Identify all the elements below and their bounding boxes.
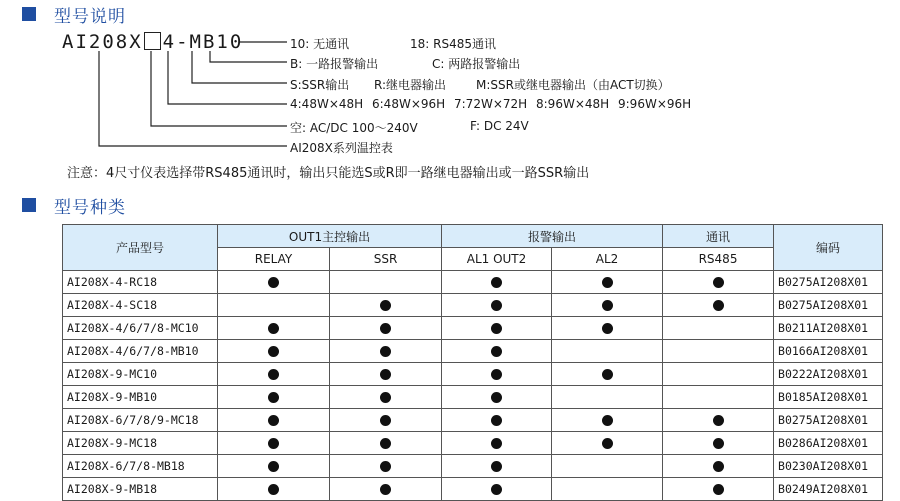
bullet-dot-icon xyxy=(491,300,502,311)
header-al1-out2: AL1 OUT2 xyxy=(442,248,552,271)
cell-mark xyxy=(663,386,774,409)
bullet-dot-icon xyxy=(380,392,391,403)
section-heading-model-types xyxy=(22,194,126,216)
cell-model: AI208X-4/6/7/8-MB10 xyxy=(63,340,218,363)
cell-code: B0286AI208X01 xyxy=(774,432,883,455)
bullet-dot-icon xyxy=(268,392,279,403)
cell-code: B0249AI208X01 xyxy=(774,478,883,501)
cell-model: AI208X-9-MB10 xyxy=(63,386,218,409)
option-size-0: 4:48W×48H xyxy=(290,97,364,111)
cell-mark xyxy=(218,432,330,455)
cell-mark xyxy=(218,317,330,340)
cell-mark xyxy=(552,478,663,501)
cell-mark xyxy=(442,317,552,340)
bullet-dot-icon xyxy=(713,461,724,472)
bullet-dot-icon xyxy=(268,415,279,426)
cell-mark xyxy=(442,455,552,478)
cell-mark xyxy=(330,294,442,317)
cell-mark xyxy=(442,363,552,386)
note-text: 注意：4尺寸仪表选择带RS485通讯时，输出只能选S或R即一路继电器输出或一路SSR输出 xyxy=(67,166,590,181)
cell-mark xyxy=(442,432,552,455)
bullet-dot-icon xyxy=(268,438,279,449)
bullet-dot-icon xyxy=(491,346,502,357)
bullet-dot-icon xyxy=(268,277,279,288)
cell-mark xyxy=(663,363,774,386)
model-code-prefix: AI208X xyxy=(62,31,143,53)
cell-mark xyxy=(218,340,330,363)
cell-model: AI208X-4-RC18 xyxy=(63,271,218,294)
cell-mark xyxy=(218,455,330,478)
bullet-dot-icon xyxy=(491,323,502,334)
cell-mark xyxy=(330,386,442,409)
bullet-dot-icon xyxy=(491,484,502,495)
section-title: 型号种类 xyxy=(54,197,126,218)
cell-mark xyxy=(442,340,552,363)
bullet-dot-icon xyxy=(713,415,724,426)
bullet-dot-icon xyxy=(380,323,391,334)
table-row xyxy=(63,317,883,340)
table-row xyxy=(63,294,883,317)
cell-mark xyxy=(552,409,663,432)
bullet-dot-icon xyxy=(602,415,613,426)
option-size-2: 7:72W×72H xyxy=(454,97,528,111)
table-row xyxy=(63,340,883,363)
cell-mark xyxy=(218,386,330,409)
bullet-dot-icon xyxy=(602,323,613,334)
model-type-table xyxy=(62,224,883,501)
section-title: 型号说明 xyxy=(54,6,126,27)
cell-mark xyxy=(552,340,663,363)
cell-mark xyxy=(330,271,442,294)
model-code-suffix: 4-MB10 xyxy=(162,31,244,53)
cell-mark xyxy=(552,363,663,386)
option-size-4: 9:96W×96H xyxy=(618,97,692,111)
bullet-dot-icon xyxy=(491,438,502,449)
option-comm-1: 18: RS485通讯 xyxy=(410,37,496,51)
option-series: AI208X系列温控表 xyxy=(290,141,393,155)
bullet-dot-icon xyxy=(491,277,502,288)
cell-code: B0185AI208X01 xyxy=(774,386,883,409)
leader-line-alarm xyxy=(210,51,287,62)
header-product-model: 产品型号 xyxy=(63,225,218,271)
cell-mark xyxy=(218,478,330,501)
cell-code: B0230AI208X01 xyxy=(774,455,883,478)
cell-mark xyxy=(330,432,442,455)
bullet-dot-icon xyxy=(713,277,724,288)
cell-model: AI208X-9-MC18 xyxy=(63,432,218,455)
bullet-dot-icon xyxy=(268,346,279,357)
header-code: 编码 xyxy=(774,225,883,271)
square-bullet-icon xyxy=(22,198,36,212)
cell-mark xyxy=(663,478,774,501)
header-al2: AL2 xyxy=(552,248,663,271)
bullet-dot-icon xyxy=(602,300,613,311)
cell-mark xyxy=(552,294,663,317)
cell-mark xyxy=(663,271,774,294)
bullet-dot-icon xyxy=(380,438,391,449)
bullet-dot-icon xyxy=(380,461,391,472)
table-row xyxy=(63,432,883,455)
cell-mark xyxy=(330,409,442,432)
option-comm-0: 10: 无通讯 xyxy=(290,37,350,51)
header-group-alarm: 报警输出 xyxy=(442,225,663,248)
cell-mark xyxy=(218,409,330,432)
leader-line-size xyxy=(168,51,287,104)
header-relay: RELAY xyxy=(218,248,330,271)
bullet-dot-icon xyxy=(713,438,724,449)
bullet-dot-icon xyxy=(491,415,502,426)
cell-model: AI208X-9-MC10 xyxy=(63,363,218,386)
bullet-dot-icon xyxy=(713,300,724,311)
cell-mark xyxy=(552,271,663,294)
cell-mark xyxy=(552,386,663,409)
cell-mark xyxy=(218,294,330,317)
bullet-dot-icon xyxy=(713,484,724,495)
bullet-dot-icon xyxy=(380,300,391,311)
cell-mark xyxy=(663,317,774,340)
cell-code: B0275AI208X01 xyxy=(774,271,883,294)
option-size-1: 6:48W×96H xyxy=(372,97,446,111)
option-control-1: R:继电器输出 xyxy=(374,78,447,92)
header-ssr: SSR xyxy=(330,248,442,271)
header-group-out1: OUT1主控输出 xyxy=(218,225,442,248)
cell-model: AI208X-4/6/7/8-MC10 xyxy=(63,317,218,340)
option-size-3: 8:96W×48H xyxy=(536,97,610,111)
bullet-dot-icon xyxy=(268,461,279,472)
option-alarm-1: C: 两路报警输出 xyxy=(432,57,521,71)
bullet-dot-icon xyxy=(602,277,613,288)
cell-mark xyxy=(663,409,774,432)
cell-mark xyxy=(442,294,552,317)
cell-mark xyxy=(330,363,442,386)
cell-mark xyxy=(330,317,442,340)
bullet-dot-icon xyxy=(268,369,279,380)
bullet-dot-icon xyxy=(491,461,502,472)
option-control-0: S:SSR输出 xyxy=(290,78,350,92)
bullet-dot-icon xyxy=(380,346,391,357)
option-power-0: 空: AC/DC 100～240V xyxy=(290,121,418,135)
cell-model: AI208X-4-SC18 xyxy=(63,294,218,317)
cell-model: AI208X-6/7/8-MB18 xyxy=(63,455,218,478)
bullet-dot-icon xyxy=(380,484,391,495)
cell-mark xyxy=(442,271,552,294)
table-row xyxy=(63,363,883,386)
cell-code: B0275AI208X01 xyxy=(774,409,883,432)
table-row xyxy=(63,386,883,409)
table-row xyxy=(63,409,883,432)
cell-mark xyxy=(330,455,442,478)
header-rs485: RS485 xyxy=(663,248,774,271)
cell-mark xyxy=(552,432,663,455)
table-row xyxy=(63,455,883,478)
bullet-dot-icon xyxy=(380,369,391,380)
header-group-comm: 通讯 xyxy=(663,225,774,248)
bullet-dot-icon xyxy=(491,392,502,403)
bullet-dot-icon xyxy=(268,484,279,495)
bullet-dot-icon xyxy=(268,323,279,334)
option-control-2: M:SSR或继电器输出（由ACT切换） xyxy=(476,78,670,92)
cell-mark xyxy=(218,363,330,386)
table-row xyxy=(63,271,883,294)
cell-mark xyxy=(442,386,552,409)
cell-mark xyxy=(442,478,552,501)
cell-model: AI208X-6/7/8/9-MC18 xyxy=(63,409,218,432)
cell-mark xyxy=(330,340,442,363)
leader-line-control xyxy=(192,51,287,83)
table-row xyxy=(63,478,883,501)
option-power-1: F: DC 24V xyxy=(470,119,529,133)
cell-mark xyxy=(442,409,552,432)
option-alarm-0: B: 一路报警输出 xyxy=(290,57,379,71)
cell-mark xyxy=(552,455,663,478)
cell-mark xyxy=(552,317,663,340)
cell-mark xyxy=(663,455,774,478)
bullet-dot-icon xyxy=(602,438,613,449)
cell-mark xyxy=(330,478,442,501)
cell-mark xyxy=(663,294,774,317)
table-body xyxy=(63,271,883,501)
cell-mark xyxy=(218,271,330,294)
bullet-dot-icon xyxy=(380,415,391,426)
cell-code: B0211AI208X01 xyxy=(774,317,883,340)
bullet-dot-icon xyxy=(602,369,613,380)
cell-code: B0166AI208X01 xyxy=(774,340,883,363)
cell-code: B0222AI208X01 xyxy=(774,363,883,386)
cell-code: B0275AI208X01 xyxy=(774,294,883,317)
cell-mark xyxy=(663,340,774,363)
bullet-dot-icon xyxy=(491,369,502,380)
cell-mark xyxy=(663,432,774,455)
cell-model: AI208X-9-MB18 xyxy=(63,478,218,501)
leader-line-series xyxy=(99,51,287,146)
